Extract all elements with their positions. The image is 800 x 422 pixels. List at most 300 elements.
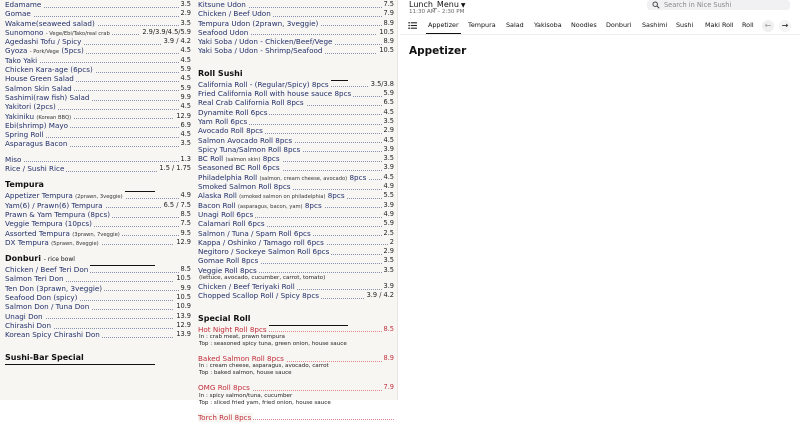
menu-item-price: 9.9 (180, 92, 191, 101)
tab-sashimi[interactable]: Sashimi (642, 21, 668, 29)
menu-item-name (5, 238, 101, 249)
menu-item (198, 46, 394, 55)
menu-item (5, 201, 191, 210)
menu-item-price: 4.5 (180, 55, 191, 64)
menu-item-note: (Korean BBQ) (36, 114, 72, 121)
menu-item-price: 6.9 (180, 120, 191, 129)
menu-item (198, 247, 394, 256)
menu-item (198, 108, 394, 117)
menu-item-name (198, 325, 269, 334)
menu-item (5, 74, 191, 83)
menu-item-name-text: Assorted Tempura (5, 228, 70, 238)
menu-item-name (198, 126, 265, 135)
menu-item-name (198, 282, 297, 291)
menu-item-name (198, 354, 286, 363)
menu-item-price: 4.5 (383, 135, 394, 144)
menu-item (198, 201, 394, 210)
tab-noodles[interactable]: Noodles (571, 21, 597, 29)
menu-item (198, 28, 394, 37)
menu-item-name (5, 321, 53, 330)
menu-item-price: 4.5 (180, 102, 191, 111)
menu-item-name (198, 117, 249, 126)
menu-item-count: 8pcs (302, 200, 322, 210)
dotted-leader (5, 16, 191, 17)
menu-item-price: 3.5/3.8 (370, 79, 394, 88)
menu-item-name-text: Chicken / Beef Teriyaki Roll (198, 282, 295, 292)
chevron-down-icon: ▼ (460, 2, 466, 9)
menu-item-price: 8.5 (180, 265, 191, 274)
menu-item-price: 4.5 (383, 107, 394, 116)
menu-item-price: 6.5 / 7.5 (163, 200, 191, 209)
dotted-leader (5, 161, 191, 162)
tab-donburi[interactable]: Donburi (606, 21, 632, 29)
menu-item-name-text: House Green Salad (5, 74, 74, 84)
arrow-right-icon: → (781, 21, 789, 30)
menu-item-name (5, 56, 39, 65)
menu-item-name (5, 9, 33, 18)
menu-item-description: Top : sliced fried yam, fried onion, house sauce (199, 399, 331, 406)
search-input[interactable] (664, 0, 786, 10)
prev-tabs-button[interactable] (762, 20, 774, 32)
menu-item-name-text: Kitsune Udon (198, 0, 246, 9)
menu-item-name (5, 65, 95, 74)
menu-item-name-text: Sashimi(raw fish) Salad (5, 92, 90, 102)
menu-section-title (198, 313, 394, 325)
menu-item-name (198, 98, 306, 107)
menu-item (198, 291, 394, 300)
menu-section-title (5, 253, 191, 265)
menu-item-name-text: Spicy Tuna/Salmon Roll 8pcs (198, 144, 301, 154)
menu-item (198, 383, 394, 392)
menu-item-name (198, 383, 252, 392)
menu-item (5, 102, 191, 111)
menu-item-name-text: Miso (5, 154, 22, 164)
menu-item (5, 321, 191, 330)
menu-item-price: 8.9 (383, 37, 394, 46)
menu-item-name-text: DX Tempura (5, 237, 49, 247)
menu-item-price: 3.9 / 4.2 (366, 291, 394, 300)
menu-item (198, 136, 394, 145)
menu-item-price: 2.9 (180, 9, 191, 18)
menu-item-name (198, 266, 259, 275)
menu-item-price: 12.9 (176, 111, 191, 120)
menu-item-name-text: Korean Spicy Chirashi Don (5, 330, 100, 340)
menu-item (5, 84, 191, 93)
menu-item (5, 130, 191, 139)
menu-item-price: 4.5 (180, 46, 191, 55)
menu-item (5, 56, 191, 65)
menu-item-name-text: Salmon Avocado Roll 8pcs (198, 135, 293, 145)
menu-item-name (5, 330, 102, 339)
menu-item (5, 19, 191, 28)
menu-item-name (5, 219, 94, 228)
menu-item-name (5, 121, 70, 130)
menu-item (198, 126, 394, 135)
tab-maki-roll[interactable]: Maki Roll (705, 21, 734, 29)
menu-item-name-text: Kappa / Oshinko / Tamago roll 6pcs (198, 237, 324, 247)
menu-item-count: (5pcs) (59, 46, 84, 56)
menu-item-name (198, 229, 313, 238)
section-heading: Appetizer (409, 45, 467, 57)
menu-item (198, 325, 394, 334)
menu-item (5, 65, 191, 74)
menu-item-name-text: Hot Night Roll 8pcs (198, 324, 267, 334)
menu-item-name (198, 210, 255, 219)
menu-item-name (198, 219, 267, 228)
menu-item-name (5, 265, 90, 274)
menu-column-left (5, 0, 191, 364)
menu-item (198, 238, 394, 247)
menu-app-panel (400, 0, 800, 400)
menu-item-price: 10.5 (176, 293, 191, 302)
menu-item-name-text: Prawn & Yam Tempura (8pcs) (5, 209, 111, 219)
menu-item-note: (salmon skin) (225, 157, 261, 164)
menu-item-name (198, 247, 331, 256)
menu-item-price: 2.5 (383, 228, 394, 237)
menu-item-name-text: Chicken / Beef Udon (198, 9, 271, 19)
menu-item-price: 3.5 (180, 139, 191, 148)
next-tabs-button[interactable] (779, 20, 791, 32)
menu-item-name-text: Avocado Roll 8pcs (198, 126, 263, 136)
menu-item-name-text: Sunomono (5, 27, 44, 37)
menu-item-name-text: Gomae (5, 9, 31, 19)
menu-item-name (5, 155, 23, 164)
menu-item-name-text: Real Crab California Roll 8pcs (198, 98, 304, 108)
category-tabbar (400, 17, 800, 35)
list-icon[interactable] (408, 21, 417, 30)
menu-item-name (198, 37, 334, 46)
menu-item (198, 191, 394, 200)
tab-yakisoba[interactable]: Yakisoba (534, 21, 562, 29)
menu-item (5, 0, 191, 9)
menu-item-note: (5prawn, 8veggie) (51, 240, 99, 247)
menu-item-note: (3prawn, 7veggie) (72, 231, 120, 238)
menu-item-name (198, 9, 273, 18)
menu-item (5, 155, 191, 164)
menu-item-name (198, 291, 321, 300)
menu-item (198, 266, 394, 275)
menu-item-name-text: Unagi Roll 6pcs (198, 209, 254, 219)
menu-item-name-text: Torch Roll 8pcs (198, 412, 252, 422)
menu-item (198, 229, 394, 238)
menu-item-name-text: Salmon Teri Don (5, 274, 64, 284)
menu-item (5, 28, 191, 37)
menu-item-name-text: Edamame (5, 0, 42, 9)
menu-item (5, 210, 191, 219)
menu-section-title (5, 352, 191, 364)
tab-roll[interactable]: Roll (742, 21, 754, 29)
menu-item-name-text: Chirashi Don (5, 320, 51, 330)
menu-item-price: 2.9/3.9/4.5/5.9 (142, 27, 191, 36)
menu-item-note: (smoked salmon on philadelphia) (239, 194, 326, 201)
menu-item-name-text: Ten Don (3prawn, 3veggie) (5, 283, 103, 293)
menu-item (198, 145, 394, 154)
menu-item-note: - Pork/Vege (29, 49, 60, 56)
menu-item-price: 3.9 (383, 144, 394, 153)
menu-item-name-text: Salmon Don / Tuna Don (5, 302, 90, 312)
menu-section-label: Tempura (5, 180, 44, 190)
menu-item (5, 293, 191, 302)
menu-item (5, 284, 191, 293)
menu-item-price: 4.5 (383, 172, 394, 181)
menu-item (198, 173, 394, 182)
menu-item-name-text: Seafood Udon (198, 27, 249, 37)
menu-item-price: 13.9 (176, 311, 191, 320)
menu-item-price: 7.5 (180, 219, 191, 228)
menu-item (198, 282, 394, 291)
menu-item-price: 7.9 (383, 9, 394, 18)
menu-item-price: 12.9 (176, 237, 191, 246)
menu-item-price: 9.9 (180, 283, 191, 292)
menu-item-price: 2 (389, 237, 394, 246)
menu-item-price: 8.9 (383, 18, 394, 27)
menu-item-name (5, 312, 45, 321)
menu-item-name-text: Yaki Soba / Udon - Shrimp/Seafood (198, 46, 323, 56)
menu-item (198, 256, 394, 265)
menu-item-name-text: Yam Roll 6pcs (198, 116, 248, 126)
menu-section-label: Sushi-Bar Special (5, 352, 84, 362)
menu-item (5, 139, 191, 148)
menu-item-count: 8pcs (325, 191, 345, 201)
menu-item-name-text: Asparagus Bacon (5, 139, 68, 149)
menu-section-title (198, 68, 394, 80)
menu-item-name (5, 302, 91, 311)
menu-item-name-text: Yaki Soba / Udon - Chicken/Beef/Vege (198, 37, 333, 47)
menu-item-name (198, 0, 248, 9)
menu-item-price: 5.5 (383, 191, 394, 200)
menu-section-title (5, 179, 191, 191)
menu-item (5, 164, 191, 173)
menu-item-price: 3.5 (383, 256, 394, 265)
menu-item (5, 121, 191, 130)
menu-item (198, 19, 394, 28)
menu-item (5, 265, 191, 274)
menu-item-name (5, 102, 58, 111)
menu-item-name (198, 46, 324, 55)
menu-item (198, 117, 394, 126)
menu-item-description: (lettuce, avocado, cucumber, carrot, tomato) (199, 275, 326, 282)
menu-item (5, 330, 191, 339)
menu-item-name (5, 139, 69, 148)
menu-item-name (198, 28, 250, 37)
menu-item-name-text: Ebi(shrimp) Mayo (5, 120, 69, 130)
menu-item (5, 112, 191, 121)
menu-item-price: 2.9 (383, 247, 394, 256)
menu-item-name (5, 37, 83, 46)
menu-item-name (198, 136, 294, 145)
menu-item-name-text: Chopped Scallop Roll / Spicy 8pcs (198, 291, 320, 301)
menu-item-name-text: Salmon Skin Salad (5, 83, 72, 93)
menu-item (5, 9, 191, 18)
menu-item-note: (2prawn, 3veggie) (75, 194, 123, 201)
menu-item-name-text: Yakitori (2pcs) (5, 102, 56, 112)
menu-item (198, 89, 394, 98)
menu-item-price: 3.9 (383, 200, 394, 209)
menu-item (198, 219, 394, 228)
menu-item-price: 5.9 (180, 65, 191, 74)
menu-item-name (198, 89, 353, 98)
menu-item-price: 1.3 (180, 154, 191, 163)
menu-section-label: Special Roll (198, 313, 251, 323)
menu-item-name-text: Fried California Roll with house sauce 8pcs (198, 89, 352, 99)
menu-item-name (198, 163, 282, 172)
menu-item (198, 0, 394, 9)
menu-item-name (5, 84, 74, 93)
menu-item-price: 4.9 (383, 209, 394, 218)
menu-item-price: 4.5 (180, 74, 191, 83)
menu-item-price: 1.5 / 1.75 (159, 164, 191, 173)
menu-item-price: 2.9 (383, 126, 394, 135)
menu-item-description: In : cream cheese, asparagus, avocado, carrot (199, 363, 329, 370)
menu-item-name (5, 201, 105, 210)
menu-item-price: 3.9 (383, 282, 394, 291)
menu-item (198, 413, 394, 422)
menu-item-name-text: Veggie Roll 8pcs (198, 265, 257, 275)
menu-item-name (198, 80, 331, 89)
menu-item-price: 10.5 (379, 46, 394, 55)
tab-salad[interactable]: Salad (506, 21, 524, 29)
menu-item-price: 4.9 (180, 191, 191, 200)
menu-item-price: 3.5 (383, 116, 394, 125)
menu-item (5, 238, 191, 247)
menu-item-description: Top : baked salmon, house sauce (199, 370, 292, 377)
menu-column-right (198, 0, 394, 422)
menu-item-name-text: Seasoned BC Roll 6pcs (198, 163, 280, 173)
menu-item-price: 3.9 (383, 163, 394, 172)
menu-item-note: - Vege/Ebi/Tako/real crab (45, 30, 110, 37)
menu-item-name-text: Smoked Salmon Roll 8pcs (198, 182, 291, 192)
menu-item-price: 5.9 (383, 89, 394, 98)
menu-item-price: 8.5 (180, 209, 191, 218)
menu-item (5, 191, 191, 200)
menu-item-name-text: Spring Roll (5, 130, 44, 140)
menu-item-price: 3.5 (180, 0, 191, 8)
menu-item-name-text: Baked Salmon Roll 8pcs (198, 353, 284, 363)
menu-item-name-text: Rice / Sushi Rice (5, 164, 65, 174)
menu-hours: 11:30 AM – 2:30 PM (409, 9, 465, 15)
search-icon (652, 1, 660, 9)
menu-item-name-text: Yakiniku (5, 111, 35, 121)
menu-item (5, 219, 191, 228)
menu-item (198, 80, 394, 89)
tab-sushi[interactable]: Sushi (676, 21, 694, 29)
menu-item-name-text: Calamari Roll 6pcs (198, 219, 265, 229)
menu-item-name-text: Tempura Udon (2prawn, 3veggie) (198, 18, 319, 28)
menu-item-name-text: Tako Yaki (5, 55, 38, 65)
menu-item-description: Top : seasoned spicy tuna, green onion, house sauce (199, 340, 347, 347)
menu-item (5, 46, 191, 55)
menu-item (198, 9, 394, 18)
menu-item-name-text: OMG Roll 8pcs (198, 383, 250, 393)
menu-item-name (5, 19, 97, 28)
menu-item-name-text: Wakame(seaweed salad) (5, 18, 95, 28)
menu-item (198, 98, 394, 107)
menu-item (5, 302, 191, 311)
menu-item (198, 163, 394, 172)
menu-item-name-text: Unagi Don (5, 311, 43, 321)
menu-item-description: In : crab meat, prawn tempura (199, 333, 285, 340)
menu-item-name-text: BC Roll (198, 154, 224, 164)
menu-item-note: (salmon, cream cheese, avocado) (259, 175, 348, 182)
tab-divider (400, 34, 800, 35)
menu-item-price: 7.9 (383, 383, 394, 392)
menu-item-price: 5.9 (180, 83, 191, 92)
menu-item-price: 8.5 (383, 324, 394, 333)
menu-item-name-text: Gomae Roll 8pcs (198, 256, 259, 266)
menu-item (198, 37, 394, 46)
menu-item-description: In : spicy salmon/tuna, cucumber (199, 392, 293, 399)
menu-item-name (5, 74, 76, 83)
menu-section-sublabel: - rice bowl (43, 256, 75, 264)
menu-item-name (198, 256, 260, 265)
menu-item-name (198, 182, 293, 191)
menu-item-price: 9.5 (180, 228, 191, 237)
menu-item-name-text: Bacon Roll (198, 200, 236, 210)
menu-item-name-text: Agedashi Tofu / Spicy (5, 37, 82, 47)
menu-item-name-text: Negitoro / Sockeye Salmon Roll 6pcs (198, 247, 330, 257)
menu-item-price: 3.5 (383, 154, 394, 163)
arrow-left-icon: ← (764, 21, 772, 30)
menu-item-name-text: Yam(6) / Prawn(6) Tempura (5, 200, 103, 210)
search-box[interactable] (647, 0, 790, 10)
menu-section-label: Donburi (5, 254, 41, 264)
menu-item-name (5, 164, 66, 173)
menu-item-name (198, 145, 302, 154)
menu-item-price: 3.5 (180, 18, 191, 27)
menu-item (5, 274, 191, 283)
menu-item-name (5, 130, 46, 139)
menu-item-price: 13.9 (176, 330, 191, 339)
menu-item-name-text: Dynamite Roll 6pcs (198, 107, 268, 117)
menu-item-name-text: Philadelphia Roll (198, 172, 258, 182)
menu-item-name (5, 93, 91, 102)
menu-item-price: 8.9 (383, 353, 394, 362)
menu-item-count: 8pcs (347, 172, 367, 182)
menu-item-name-text: California Roll - (Regular/Spicy) 8pcs (198, 79, 329, 89)
menu-section-label: Roll Sushi (198, 68, 243, 78)
menu-item-name (198, 19, 320, 28)
menu-item-name-text: Alaska Roll (198, 191, 237, 201)
menu-item (198, 354, 394, 363)
menu-item-price: 4.5 (180, 130, 191, 139)
menu-item-price: 6.5 (383, 98, 394, 107)
menu-item-name (5, 293, 79, 302)
menu-item-price: 3.9 / 4.2 (163, 37, 191, 46)
menu-item-price: 7.5 (383, 0, 394, 8)
menu-item-price: 12.9 (176, 320, 191, 329)
menu-item (198, 154, 394, 163)
menu-item (5, 229, 191, 238)
menu-item-name (5, 210, 112, 219)
menu-item-price: 3.5 (383, 265, 394, 274)
menu-item-name (198, 413, 253, 422)
menu-item-name (5, 284, 104, 293)
tab-appetizer[interactable]: Appetizer (428, 17, 459, 35)
menu-item-name-text: Seafood Don (spicy) (5, 293, 78, 303)
menu-item-price: 10.9 (176, 302, 191, 311)
menu-item-price: 5.9 (383, 219, 394, 228)
menu-item-count: 8pcs (260, 154, 280, 164)
menu-item-name (198, 108, 269, 117)
menu-item-price: 10.5 (379, 27, 394, 36)
menu-item-name (5, 274, 66, 283)
menu-item (5, 312, 191, 321)
tab-tempura[interactable]: Tempura (468, 21, 496, 29)
menu-item (5, 93, 191, 102)
menu-selector-label: Lunch_Menu (409, 0, 459, 9)
menu-image (0, 0, 398, 422)
menu-item-name (5, 0, 43, 9)
